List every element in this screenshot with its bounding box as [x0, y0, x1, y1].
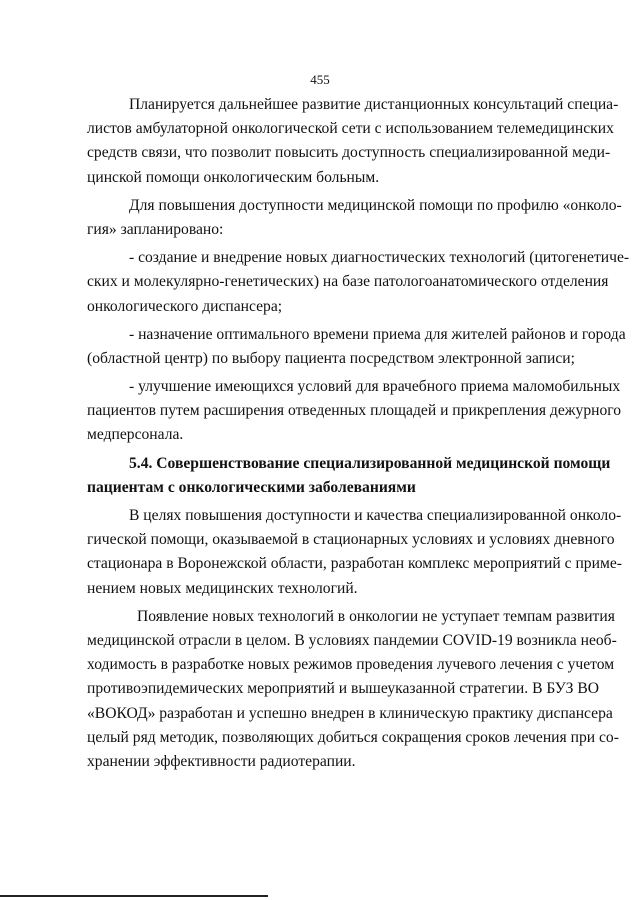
text-line: Планируется дальнейшее развитие дистанционных консультаций специа- [129, 96, 619, 113]
paragraph-new-technologies [87, 605, 619, 774]
text-line: онкологического диспансера; [87, 297, 283, 315]
document-body [87, 93, 630, 774]
text-line: Для повышения доступности медицинской помощи по профилю «онколо- [129, 196, 622, 214]
text-line: Появление новых технологий в онкологии не уступает темпам развития [137, 607, 615, 625]
text-line: нением новых медицинских технологий. [87, 579, 358, 597]
footer-rule [0, 895, 268, 897]
text-line: целый ряд методик, позволяющих добиться сокращения сроков лечения при со- [87, 728, 619, 746]
text-line: - улучшение имеющихся условий для врачебного приема маломобильных [129, 378, 621, 396]
text-line: средств связи, что позволит повысить доступность специализированной меди- [87, 144, 611, 162]
section-heading [87, 452, 611, 500]
page-number: 455 [310, 72, 330, 87]
text-line: противоэпидемических мероприятий и вышеуказанной стратегии. В БУЗ ВО [87, 680, 599, 698]
text-line: ских и молекулярно-генетических) на базе патологоанатомического отделения [87, 273, 609, 291]
text-line: листов амбулаторной онкологической сети с использованием телемедицинских [87, 120, 614, 138]
text-line: медперсонала. [87, 426, 184, 444]
text-line: медицинской отрасли в целом. В условиях пандемии COVID-19 возникла необ- [87, 631, 617, 649]
heading-line: 5.4. Совершенствование специализированной медицинской помощи [129, 454, 611, 472]
text-line: «ВОКОД» разработан и успешно внедрен в клиническую практику диспансера [87, 704, 613, 722]
list-item-appointment-time [87, 323, 626, 371]
text-line: - создание и внедрение новых диагностических технологий (цитогенетиче- [129, 249, 630, 267]
text-line: пациентов путем расширения отведенных площадей и прикрепления дежурного [87, 402, 622, 420]
text-line: - назначение оптимального времени приема для жителей районов и города [129, 325, 626, 343]
text-line: гия» запланировано: [87, 220, 224, 238]
text-line: хранении эффективности радиотерапии. [87, 752, 356, 770]
text-line: гической помощи, оказываемой в стационарных условиях и условиях дневного [87, 531, 615, 549]
list-item-diagnostics [87, 246, 630, 319]
paragraph-telemedicine [87, 93, 619, 190]
paragraph-planned-intro [87, 194, 622, 242]
text-line: цинской помощи онкологическим больным. [87, 168, 380, 186]
text-line: ходимость в разработке новых режимов проведения лучевого лечения с учетом [87, 656, 615, 674]
heading-line: пациентам с онкологическими заболеваниями [87, 478, 416, 496]
text-line: стационара в Воронежской области, разработан комплекс мероприятий с приме- [87, 555, 622, 573]
text-line: В целях повышения доступности и качества специализированной онколо- [129, 507, 622, 524]
list-item-low-mobility [87, 375, 622, 448]
paragraph-measures [87, 504, 622, 601]
text-line: (областной центр) по выбору пациента посредством электронной записи; [87, 349, 575, 367]
